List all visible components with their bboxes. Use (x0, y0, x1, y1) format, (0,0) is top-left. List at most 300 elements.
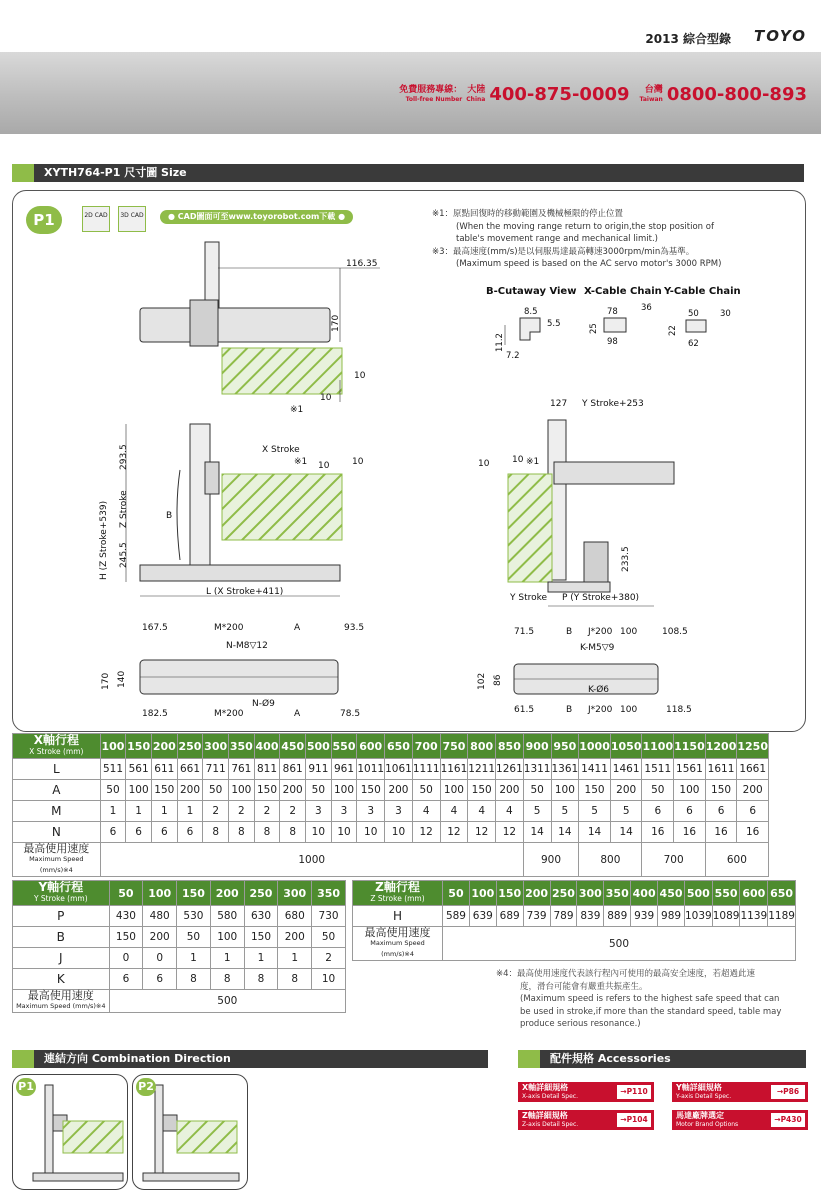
z-stroke-table (352, 880, 796, 961)
table-cell: 661 (177, 759, 203, 780)
speed-row (353, 927, 796, 961)
table-cell: 3 (331, 801, 357, 822)
dim-label: 78 (607, 307, 618, 317)
acc-sub: Motor Brand Options (676, 1121, 739, 1128)
table-cell: 1189 (768, 906, 796, 927)
z-stroke-value: 400 (631, 881, 658, 906)
dim-label: 36 (641, 303, 652, 313)
table-cell: 1311 (523, 759, 551, 780)
dim-label: N-M8▽12 (226, 641, 268, 651)
table-cell: 8 (254, 822, 280, 843)
table-cell: 0 (143, 948, 177, 969)
table-cell: 1211 (468, 759, 496, 780)
table-cell: 6 (737, 801, 769, 822)
dim-label: 30 (720, 309, 731, 319)
x-stroke-value: 300 (203, 734, 229, 759)
dim-label: 8.5 (524, 307, 538, 317)
table-cell: 1 (278, 948, 312, 969)
speed-label: 最高使用速度 Maximum Speed (mm/s)※4 (13, 843, 101, 877)
table-cell: 1511 (642, 759, 674, 780)
dim-label: 116.35 (346, 259, 378, 269)
dim-label: 10 (320, 393, 332, 403)
b-cutaway-title: B-Cutaway View (486, 286, 577, 297)
x-stroke-value: 700 (412, 734, 440, 759)
table-cell: 150 (244, 927, 278, 948)
note-line: ※3：最高速度(mm/s)是以伺服馬達最高轉速3000rpm/min為基準。 (432, 246, 695, 257)
table-cell: 50 (306, 780, 332, 801)
china-number: 400-875-0009 (489, 84, 630, 105)
dim-label: 78.5 (340, 709, 361, 719)
combination-title: 連結方向 Combination Direction (44, 1052, 231, 1065)
acc-label: Y軸詳細規格 (676, 1083, 722, 1092)
table-cell: 0 (109, 948, 143, 969)
table-cell: 1 (177, 801, 203, 822)
row-label: N (13, 822, 101, 843)
table-cell: 150 (468, 780, 496, 801)
row-label: K (13, 969, 110, 990)
table-cell: 100 (126, 780, 152, 801)
x-stroke-value: 750 (440, 734, 468, 759)
x-stroke-value: 1000 (579, 734, 611, 759)
table-cell: 150 (151, 780, 177, 801)
row-label: P (13, 906, 110, 927)
table-cell: 711 (203, 759, 229, 780)
y-cable-chain-drawing (686, 320, 706, 332)
acc-label: 馬達廠牌選定 (676, 1111, 724, 1120)
table-cell: 6 (109, 969, 143, 990)
dim-label: 10 (352, 457, 364, 467)
speed-value: 900 (523, 843, 578, 877)
table-row (13, 801, 769, 822)
x-stroke-value: 400 (254, 734, 280, 759)
table-cell: 200 (177, 780, 203, 801)
dim-label: 93.5 (344, 623, 365, 633)
acc-sub: X-axis Detail Spec. (522, 1093, 579, 1100)
y-stroke-value: 50 (109, 881, 143, 906)
table-cell: 1011 (357, 759, 385, 780)
dim-label: 10 (512, 455, 524, 465)
cad-3d-label: 3D CAD (120, 212, 144, 219)
y-stroke-value: 250 (244, 881, 278, 906)
acc-page-ref: →P86 (771, 1085, 805, 1099)
table-cell: 14 (610, 822, 642, 843)
y-axis-spec-link[interactable] (672, 1082, 808, 1102)
table-cell: 1061 (385, 759, 413, 780)
table-cell: 10 (312, 969, 346, 990)
z-stroke-value: 550 (712, 881, 740, 906)
table-cell: 911 (306, 759, 332, 780)
note-line: produce serious resonance.) (520, 1019, 641, 1029)
table-cell: 200 (496, 780, 524, 801)
row-label: J (13, 948, 110, 969)
table-cell: 150 (254, 780, 280, 801)
table-cell: 50 (523, 780, 551, 801)
dim-label: 25 (589, 323, 599, 334)
dim-label: K-Ø6 (588, 685, 610, 695)
combination-bar (12, 1050, 488, 1068)
table-cell: 50 (312, 927, 346, 948)
acc-label: Z軸詳細規格 (522, 1111, 568, 1120)
dim-label: 10 (318, 461, 330, 471)
dim-label: J*200 (588, 627, 613, 637)
z-stroke-value: 600 (740, 881, 768, 906)
dim-label: B (566, 705, 573, 715)
table-cell: 12 (440, 822, 468, 843)
z-stroke-value: 150 (496, 881, 523, 906)
z-stroke-value: 250 (550, 881, 577, 906)
x-stroke-value: 450 (280, 734, 306, 759)
table-cell: 1039 (684, 906, 712, 927)
table-row (13, 780, 769, 801)
toll-label: 免費服務專線： Toll-free Number (399, 84, 463, 103)
speed-value: 800 (579, 843, 642, 877)
acc-page-ref: →P104 (617, 1113, 651, 1127)
note-line: (Maximum speed is based on the AC servo motor's 3000 RPM) (456, 259, 722, 269)
catalog-year: 2013 綜合型錄 (645, 32, 731, 46)
dim-label: M*200 (214, 623, 244, 633)
table-cell: 8 (280, 822, 306, 843)
z-stroke-header: Z軸行程 Z Stroke (mm) (353, 881, 443, 906)
dim-label: 86 (493, 674, 503, 686)
dim-label: K-M5▽9 (580, 643, 615, 653)
table-cell: 5 (579, 801, 611, 822)
table-cell: 589 (443, 906, 470, 927)
z-stroke-value: 650 (768, 881, 796, 906)
speed-label: 最高使用速度 Maximum Speed (mm/s)※4 (13, 990, 110, 1013)
table-cell: 430 (109, 906, 143, 927)
table-cell: 12 (468, 822, 496, 843)
y-stroke-value: 100 (143, 881, 177, 906)
dim-label: Z Stroke (119, 490, 129, 528)
table-cell: 8 (278, 969, 312, 990)
note-line: table's movement range and mechanical limit.) (456, 234, 658, 244)
table-cell: 14 (551, 822, 579, 843)
table-cell: 1139 (740, 906, 768, 927)
dim-label: P (Y Stroke+380) (562, 593, 640, 603)
y-stroke-value: 300 (278, 881, 312, 906)
y-stroke-header-row (13, 881, 346, 906)
speed-value: 500 (443, 927, 796, 961)
x-stroke-value: 1250 (737, 734, 769, 759)
cad-download-link[interactable]: ● CAD圖面可至www.toyorobot.com下載 ● (160, 210, 353, 224)
acc-page-ref: →P110 (617, 1085, 651, 1099)
dim-label: 140 (117, 670, 127, 688)
table-cell: 8 (203, 822, 229, 843)
note-line: ※4：最高使用速度代表該行程內可使用的最高安全速度，若超過此速 (496, 969, 756, 979)
dim-label: ※1 (290, 405, 304, 415)
dim-label: Y Stroke+253 (582, 399, 644, 409)
table-cell: 4 (412, 801, 440, 822)
table-cell: 4 (468, 801, 496, 822)
table-cell: 150 (705, 780, 737, 801)
dim-label: X Stroke (262, 445, 300, 455)
dim-label: 5.5 (547, 319, 561, 329)
table-cell: 6 (100, 822, 126, 843)
table-cell: 6 (674, 801, 706, 822)
accessories-bar (518, 1050, 806, 1068)
speed-value: 700 (642, 843, 705, 877)
dim-label: J*200 (588, 705, 613, 715)
table-cell: 200 (143, 927, 177, 948)
x-stroke-value: 350 (229, 734, 255, 759)
x-stroke-value: 800 (468, 734, 496, 759)
dim-label: 61.5 (514, 705, 535, 715)
section-marker (12, 1050, 34, 1068)
table-cell: 611 (151, 759, 177, 780)
x-stroke-value: 550 (331, 734, 357, 759)
dim-label: 98 (607, 337, 618, 347)
x-stroke-value: 500 (306, 734, 332, 759)
dim-label: B (166, 511, 173, 521)
table-cell: 739 (523, 906, 550, 927)
table-cell: 100 (331, 780, 357, 801)
table-cell: 16 (642, 822, 674, 843)
table-row (13, 822, 769, 843)
y-stroke-value: 350 (312, 881, 346, 906)
table-cell: 6 (126, 822, 152, 843)
table-cell: 839 (577, 906, 604, 927)
y-stroke-value: 200 (210, 881, 244, 906)
x-base-drawing (140, 660, 338, 694)
z-stroke-header-row (353, 881, 796, 906)
speed-value: 1000 (100, 843, 523, 877)
table-cell: 1361 (551, 759, 579, 780)
table-cell: 8 (177, 969, 211, 990)
table-cell: 511 (100, 759, 126, 780)
table-cell: 50 (100, 780, 126, 801)
x-stroke-header: X軸行程 X Stroke (mm) (13, 734, 101, 759)
table-cell: 639 (469, 906, 496, 927)
x-stroke-value: 200 (151, 734, 177, 759)
table-cell: 1261 (496, 759, 524, 780)
x-stroke-header-row (13, 734, 769, 759)
speed-value: 500 (109, 990, 345, 1013)
table-cell: 1 (177, 948, 211, 969)
table-cell: 4 (440, 801, 468, 822)
table-cell: 12 (412, 822, 440, 843)
table-row (353, 906, 796, 927)
table-cell: 200 (610, 780, 642, 801)
dim-label: 11.2 (495, 333, 505, 352)
dim-label: 170 (101, 672, 111, 690)
p1-badge: P1 (26, 206, 62, 234)
table-cell: 100 (551, 780, 579, 801)
table-cell: 1111 (412, 759, 440, 780)
table-cell: 2 (254, 801, 280, 822)
motor-brand-link[interactable] (672, 1110, 808, 1130)
table-cell: 811 (254, 759, 280, 780)
dim-label: ※1 (526, 457, 540, 467)
table-cell: 10 (331, 822, 357, 843)
note-line: be used in stroke,if more than the standard speed, table may (520, 1006, 782, 1017)
top-view-drawing (140, 242, 380, 402)
table-cell: 1 (126, 801, 152, 822)
dim-label: Y Stroke (510, 593, 548, 603)
china-label: 大陸 China (466, 84, 486, 103)
dim-label: 245.5 (119, 542, 129, 568)
table-cell: 1161 (440, 759, 468, 780)
table-cell: 630 (244, 906, 278, 927)
row-label: B (13, 927, 110, 948)
dim-label: 71.5 (514, 627, 535, 637)
z-stroke-value: 500 (684, 881, 712, 906)
table-cell: 8 (244, 969, 278, 990)
x-axis-spec-link[interactable] (518, 1082, 654, 1102)
dim-label: 127 (550, 399, 568, 409)
table-cell: 150 (109, 927, 143, 948)
table-cell: 961 (331, 759, 357, 780)
dim-label: 62 (688, 339, 699, 349)
table-cell: 8 (229, 822, 255, 843)
x-stroke-value: 850 (496, 734, 524, 759)
end-view-drawing (508, 420, 674, 606)
dim-label: H (Z Stroke+539) (99, 500, 109, 580)
x-stroke-table (12, 733, 769, 877)
x-stroke-value: 1100 (642, 734, 674, 759)
dim-label: 7.2 (506, 351, 520, 361)
table-cell: 10 (357, 822, 385, 843)
p2-combination-badge: P2 (136, 1078, 156, 1096)
speed-row (13, 990, 346, 1013)
table-cell: 2 (203, 801, 229, 822)
table-cell: 530 (177, 906, 211, 927)
table-cell: 50 (177, 927, 211, 948)
table-cell: 1 (100, 801, 126, 822)
x-stroke-value: 250 (177, 734, 203, 759)
acc-sub: Y-axis Detail Spec. (676, 1093, 732, 1100)
table-cell: 730 (312, 906, 346, 927)
x-stroke-value: 600 (357, 734, 385, 759)
row-label: H (353, 906, 443, 927)
table-cell: 8 (210, 969, 244, 990)
dim-label: 293.5 (119, 444, 129, 470)
table-cell: 6 (642, 801, 674, 822)
dim-label: L (X Stroke+411) (206, 587, 284, 597)
section-title: XYTH764-P1 尺寸圖 Size (44, 166, 187, 179)
table-cell: 50 (642, 780, 674, 801)
taiwan-label: 台灣 Taiwan (639, 84, 663, 103)
dim-label: 10 (478, 459, 490, 469)
table-cell: 200 (278, 927, 312, 948)
z-stroke-value: 450 (658, 881, 685, 906)
table-cell: 861 (280, 759, 306, 780)
dim-label: 167.5 (142, 623, 168, 633)
accessories-title: 配件規格 Accessories (550, 1052, 671, 1065)
y-cable-chain-title: Y-Cable Chain (664, 286, 741, 297)
z-axis-spec-link[interactable] (518, 1110, 654, 1130)
x-stroke-value: 900 (523, 734, 551, 759)
table-cell: 1661 (737, 759, 769, 780)
table-cell: 1 (210, 948, 244, 969)
table-cell: 1411 (579, 759, 611, 780)
table-cell: 50 (203, 780, 229, 801)
table-cell: 150 (579, 780, 611, 801)
dim-label: N-Ø9 (252, 699, 275, 709)
table-cell: 100 (210, 927, 244, 948)
table-row (13, 906, 346, 927)
table-cell: 1089 (712, 906, 740, 927)
table-cell: 761 (229, 759, 255, 780)
table-cell: 5 (523, 801, 551, 822)
acc-sub: Z-axis Detail Spec. (522, 1121, 579, 1128)
table-cell: 3 (357, 801, 385, 822)
dim-label: 233.5 (621, 546, 631, 572)
table-cell: 14 (579, 822, 611, 843)
table-cell: 2 (280, 801, 306, 822)
table-cell: 561 (126, 759, 152, 780)
section-marker (518, 1050, 540, 1068)
dim-label: 108.5 (662, 627, 688, 637)
table-cell: 10 (306, 822, 332, 843)
z-stroke-value: 50 (443, 881, 470, 906)
b-cutaway-drawing (505, 318, 540, 345)
x-stroke-value: 1150 (674, 734, 706, 759)
brand-logo: TOYO (754, 27, 807, 45)
table-cell: 100 (229, 780, 255, 801)
dim-label: ※1 (294, 457, 308, 467)
table-cell: 680 (278, 906, 312, 927)
table-cell: 5 (610, 801, 642, 822)
dim-label: 182.5 (142, 709, 168, 719)
dim-label: 22 (668, 325, 678, 336)
x-stroke-value: 150 (126, 734, 152, 759)
dim-label: 118.5 (666, 705, 692, 715)
acc-page-ref: →P430 (771, 1113, 805, 1127)
table-cell: 16 (705, 822, 737, 843)
dim-label: 170 (331, 314, 341, 332)
table-row (13, 948, 346, 969)
dim-label: B (566, 627, 573, 637)
table-cell: 1 (151, 801, 177, 822)
y-stroke-table (12, 880, 346, 1013)
table-cell: 989 (658, 906, 685, 927)
row-label: A (13, 780, 101, 801)
table-cell: 2 (229, 801, 255, 822)
x-cable-chain-drawing (604, 318, 626, 332)
table-cell: 1461 (610, 759, 642, 780)
table-cell: 689 (496, 906, 523, 927)
table-cell: 14 (523, 822, 551, 843)
z-stroke-value: 300 (577, 881, 604, 906)
speed-note (496, 968, 800, 1031)
table-cell: 889 (604, 906, 631, 927)
table-cell: 480 (143, 906, 177, 927)
x-stroke-value: 1050 (610, 734, 642, 759)
table-cell: 150 (357, 780, 385, 801)
table-cell: 3 (385, 801, 413, 822)
speed-label: 最高使用速度 Maximum Speed (mm/s)※4 (353, 927, 443, 961)
z-stroke-value: 350 (604, 881, 631, 906)
speed-row (13, 843, 769, 877)
note-line: (When the moving range return to origin,the stop position of (456, 221, 714, 232)
table-cell: 6 (143, 969, 177, 990)
row-label: L (13, 759, 101, 780)
x-stroke-value: 650 (385, 734, 413, 759)
y-stroke-value: 150 (177, 881, 211, 906)
note-line: (Maximum speed is refers to the highest safe speed that can (520, 994, 780, 1004)
table-cell: 100 (440, 780, 468, 801)
table-cell: 50 (412, 780, 440, 801)
table-cell: 12 (496, 822, 524, 843)
table-cell: 1561 (674, 759, 706, 780)
taiwan-number: 0800-800-893 (666, 84, 807, 105)
dim-label: M*200 (214, 709, 244, 719)
note-line: ※1：原點回復時的移動範圍及機械極限的停止位置 (432, 209, 624, 219)
table-cell: 16 (674, 822, 706, 843)
table-cell: 789 (550, 906, 577, 927)
dim-label: A (294, 623, 301, 633)
x-cable-chain-title: X-Cable Chain (584, 286, 662, 297)
